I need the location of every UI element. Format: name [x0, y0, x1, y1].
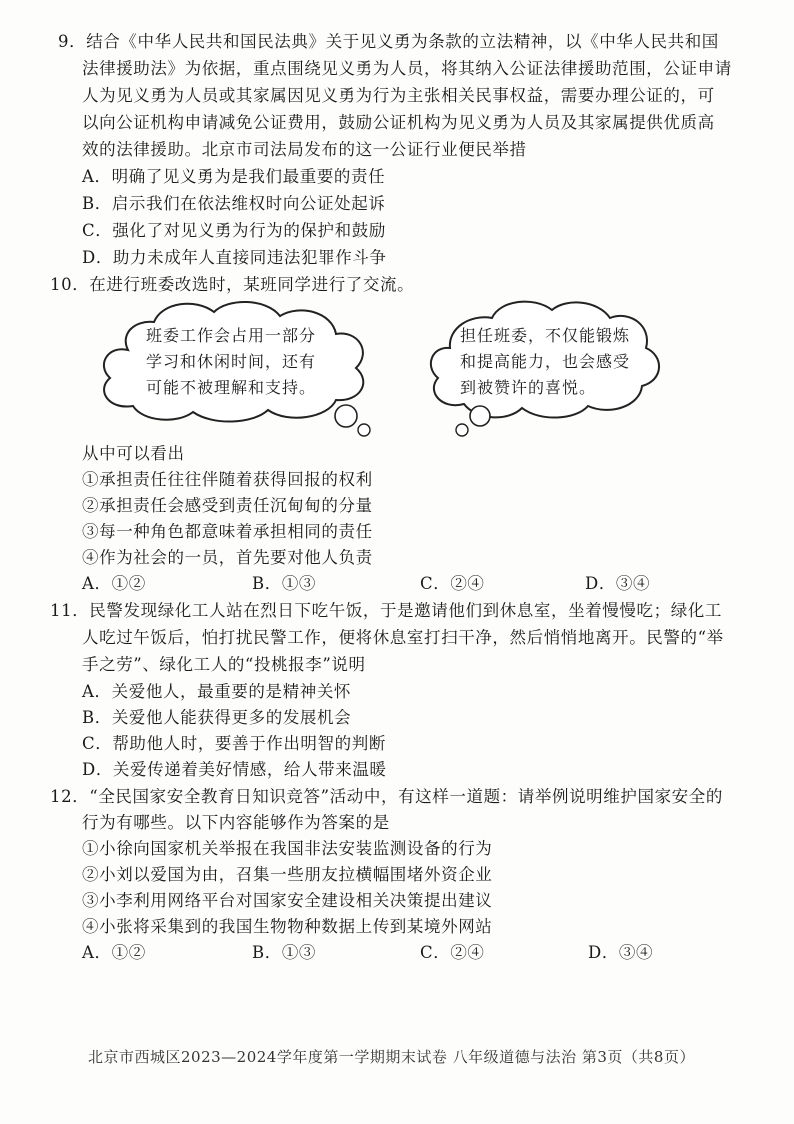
page-footer: 北京市西城区2023—2024学年度第一学期期末试卷 八年级道德与法治 第3页（共8页） [88, 1048, 695, 1066]
q12-choice-b: B．①③ [252, 943, 317, 962]
bubble-right-line: 担任班委，不仅能锻炼 [460, 326, 631, 345]
q9-option-d: D．助力未成年人直接同违法犯罪作斗争 [82, 248, 387, 267]
q11-option-c: C．帮助他人时，要善于作出明智的判断 [82, 734, 386, 753]
q12-choice-a: A．①② [82, 943, 146, 962]
q11-option-b: B．关爱他人能获得更多的发展机会 [82, 708, 352, 727]
q10-item: ②承担责任会感受到责任沉甸甸的分量 [82, 496, 373, 515]
q10-item: ①承担责任往往伴随着获得回报的权利 [82, 470, 373, 489]
q9-option-a: A．明确了见义勇为是我们最重要的责任 [82, 167, 386, 186]
q12-item: ④小张将采集到的我国生物物种数据上传到某境外网站 [82, 917, 493, 936]
q9-stem-line: 以向公证机构申请减免公证费用，鼓励公证机构为见义勇为人员及其家属提供优质高 [82, 113, 715, 132]
q12-choice-d: D．③④ [588, 943, 654, 962]
q10-choice-a: A．①② [82, 574, 146, 593]
q10-choice-b: B．①③ [252, 574, 317, 593]
q12-choice-c: C．②④ [420, 943, 485, 962]
q10-item: ④作为社会的一员，首先要对他人负责 [82, 548, 373, 567]
q10-stem: 10．在进行班委改选时，某班同学进行了交流。 [50, 275, 415, 294]
q10-choice-d: D．③④ [585, 574, 651, 593]
q9-stem-line: 9．结合《中华人民共和国民法典》关于见义勇为条款的立法精神，以《中华人民共和国 [58, 32, 719, 51]
bubble-left-line: 班委工作会占用一部分 [146, 326, 317, 345]
q11-stem-line: 人吃过午饭后，怕打扰民警工作，便将休息室打扫干净，然后悄悄地离开。民警的“举 [82, 628, 724, 647]
bubble-left-line: 学习和休闲时间，还有 [146, 352, 317, 371]
q9-stem-line: 法律援助法》为依据，重点围绕见义勇为人员，将其纳入公证法律援助范围，公证申请 [82, 59, 732, 78]
q12-stem-line: 12．“全民国家安全教育日知识竞答”活动中，有这样一道题：请举例说明维护国家安全的 [50, 787, 723, 806]
q10-choice-c: C．②④ [420, 574, 485, 593]
q11-stem-line: 手之劳”、绿化工人的“投桃报李”说明 [82, 655, 366, 674]
q9-option-c: C．强化了对见义勇为行为的保护和鼓励 [82, 221, 386, 240]
bubble-right-line: 和提高能力，也会感受 [460, 352, 631, 371]
q12-stem-line: 行为有哪些。以下内容能够作为答案的是 [82, 813, 390, 832]
q12-item: ③小李利用网络平台对国家安全建设相关决策提出建议 [82, 891, 493, 910]
q9-option-b: B．启示我们在依法维权时向公证处起诉 [82, 194, 386, 213]
q11-option-a: A．关爱他人，最重要的是精神关怀 [82, 682, 352, 701]
q11-option-d: D．关爱传递着美好情感，给人带来温暖 [82, 760, 387, 779]
q12-item: ①小徐向国家机关举报在我国非法安装监测设备的行为 [82, 839, 493, 858]
q10-item: ③每一种角色都意味着承担相同的责任 [82, 522, 373, 541]
q11-stem-line: 11．民警发现绿化工人站在烈日下吃午饭，于是邀请他们到休息室，坐着慢慢吃；绿化工 [50, 601, 722, 620]
bubble-left-line: 可能不被理解和支持。 [146, 378, 317, 397]
q10-lead: 从中可以看出 [82, 444, 185, 463]
q9-stem-line: 人为见义勇为人员或其家属因见义勇为行为主张相关民事权益，需要办理公证的，可 [82, 86, 715, 105]
q12-item: ②小刘以爱国为由，召集一些朋友拉横幅围堵外资企业 [82, 865, 493, 884]
bubble-right-line: 到被赞许的喜悦。 [460, 378, 597, 397]
q9-stem-line: 效的法律援助。北京市司法局发布的这一公证行业便民举措 [82, 140, 527, 159]
